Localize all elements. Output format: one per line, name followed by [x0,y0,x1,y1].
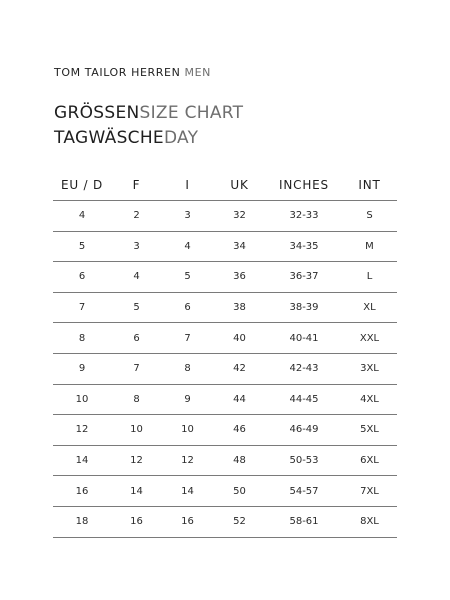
cell-uk: 34 [213,231,266,262]
cell-eu-d: 10 [53,384,111,415]
cell-eu-d: 7 [53,292,111,323]
table-row [53,506,397,537]
cell-inches: 58-61 [266,506,342,537]
header-eu-d: EU / D [53,170,111,201]
cell-inches: 34-35 [266,231,342,262]
cell-int: 6XL [342,445,397,476]
cell-f: 2 [111,201,162,232]
table-row [53,262,397,293]
cell-inches: 40-41 [266,323,342,354]
cell-f: 8 [111,384,162,415]
title-main: GRÖSSEN [54,103,140,123]
cell-eu-d: 4 [53,201,111,232]
cell-uk: 36 [213,262,266,293]
title-sub: SIZE CHART [139,103,244,123]
table-row [53,323,397,354]
cell-f: 10 [111,415,162,446]
cell-i: 12 [162,445,213,476]
cell-inches: 42-43 [266,353,342,384]
brand-name: TOM TAILOR HERREN [54,66,181,79]
table-header-row [53,170,397,201]
size-chart-table [53,170,397,538]
table-row [53,201,397,232]
cell-i: 8 [162,353,213,384]
cell-uk: 48 [213,445,266,476]
cell-i: 16 [162,506,213,537]
cell-f: 3 [111,231,162,262]
cell-inches: 46-49 [266,415,342,446]
header-f: F [111,170,162,201]
cell-i: 9 [162,384,213,415]
cell-inches: 36-37 [266,262,342,293]
table-row [53,353,397,384]
table-row [53,231,397,262]
cell-int: 8XL [342,506,397,537]
table-row [53,476,397,507]
cell-i: 10 [162,415,213,446]
cell-int: M [342,231,397,262]
subtitle-main: TAGWÄSCHE [54,128,164,148]
cell-uk: 52 [213,506,266,537]
cell-i: 4 [162,231,213,262]
cell-f: 5 [111,292,162,323]
table-body [53,201,397,538]
cell-inches: 50-53 [266,445,342,476]
page-subtitle [54,128,198,148]
table-row [53,415,397,446]
cell-eu-d: 8 [53,323,111,354]
cell-uk: 46 [213,415,266,446]
cell-f: 14 [111,476,162,507]
header-inches: INCHES [266,170,342,201]
cell-eu-d: 14 [53,445,111,476]
cell-f: 7 [111,353,162,384]
cell-i: 5 [162,262,213,293]
cell-uk: 38 [213,292,266,323]
cell-inches: 32-33 [266,201,342,232]
cell-eu-d: 18 [53,506,111,537]
cell-eu-d: 12 [53,415,111,446]
cell-f: 12 [111,445,162,476]
brand-line [54,66,211,79]
cell-int: S [342,201,397,232]
header-int: INT [342,170,397,201]
cell-uk: 40 [213,323,266,354]
cell-i: 7 [162,323,213,354]
cell-int: 5XL [342,415,397,446]
cell-i: 6 [162,292,213,323]
cell-i: 14 [162,476,213,507]
table-row [53,292,397,323]
subtitle-sub: DAY [163,128,199,148]
cell-int: 3XL [342,353,397,384]
header-uk: UK [213,170,266,201]
cell-i: 3 [162,201,213,232]
page-title [54,103,243,123]
cell-inches: 38-39 [266,292,342,323]
cell-int: 7XL [342,476,397,507]
table-row [53,445,397,476]
cell-f: 4 [111,262,162,293]
cell-int: XL [342,292,397,323]
brand-sub: MEN [184,66,212,79]
cell-int: XXL [342,323,397,354]
cell-eu-d: 9 [53,353,111,384]
cell-uk: 50 [213,476,266,507]
cell-eu-d: 16 [53,476,111,507]
cell-uk: 32 [213,201,266,232]
cell-int: L [342,262,397,293]
cell-int: 4XL [342,384,397,415]
cell-f: 16 [111,506,162,537]
header-i: I [162,170,213,201]
cell-eu-d: 6 [53,262,111,293]
cell-inches: 44-45 [266,384,342,415]
cell-inches: 54-57 [266,476,342,507]
cell-uk: 42 [213,353,266,384]
cell-eu-d: 5 [53,231,111,262]
table-row [53,384,397,415]
cell-f: 6 [111,323,162,354]
cell-uk: 44 [213,384,266,415]
